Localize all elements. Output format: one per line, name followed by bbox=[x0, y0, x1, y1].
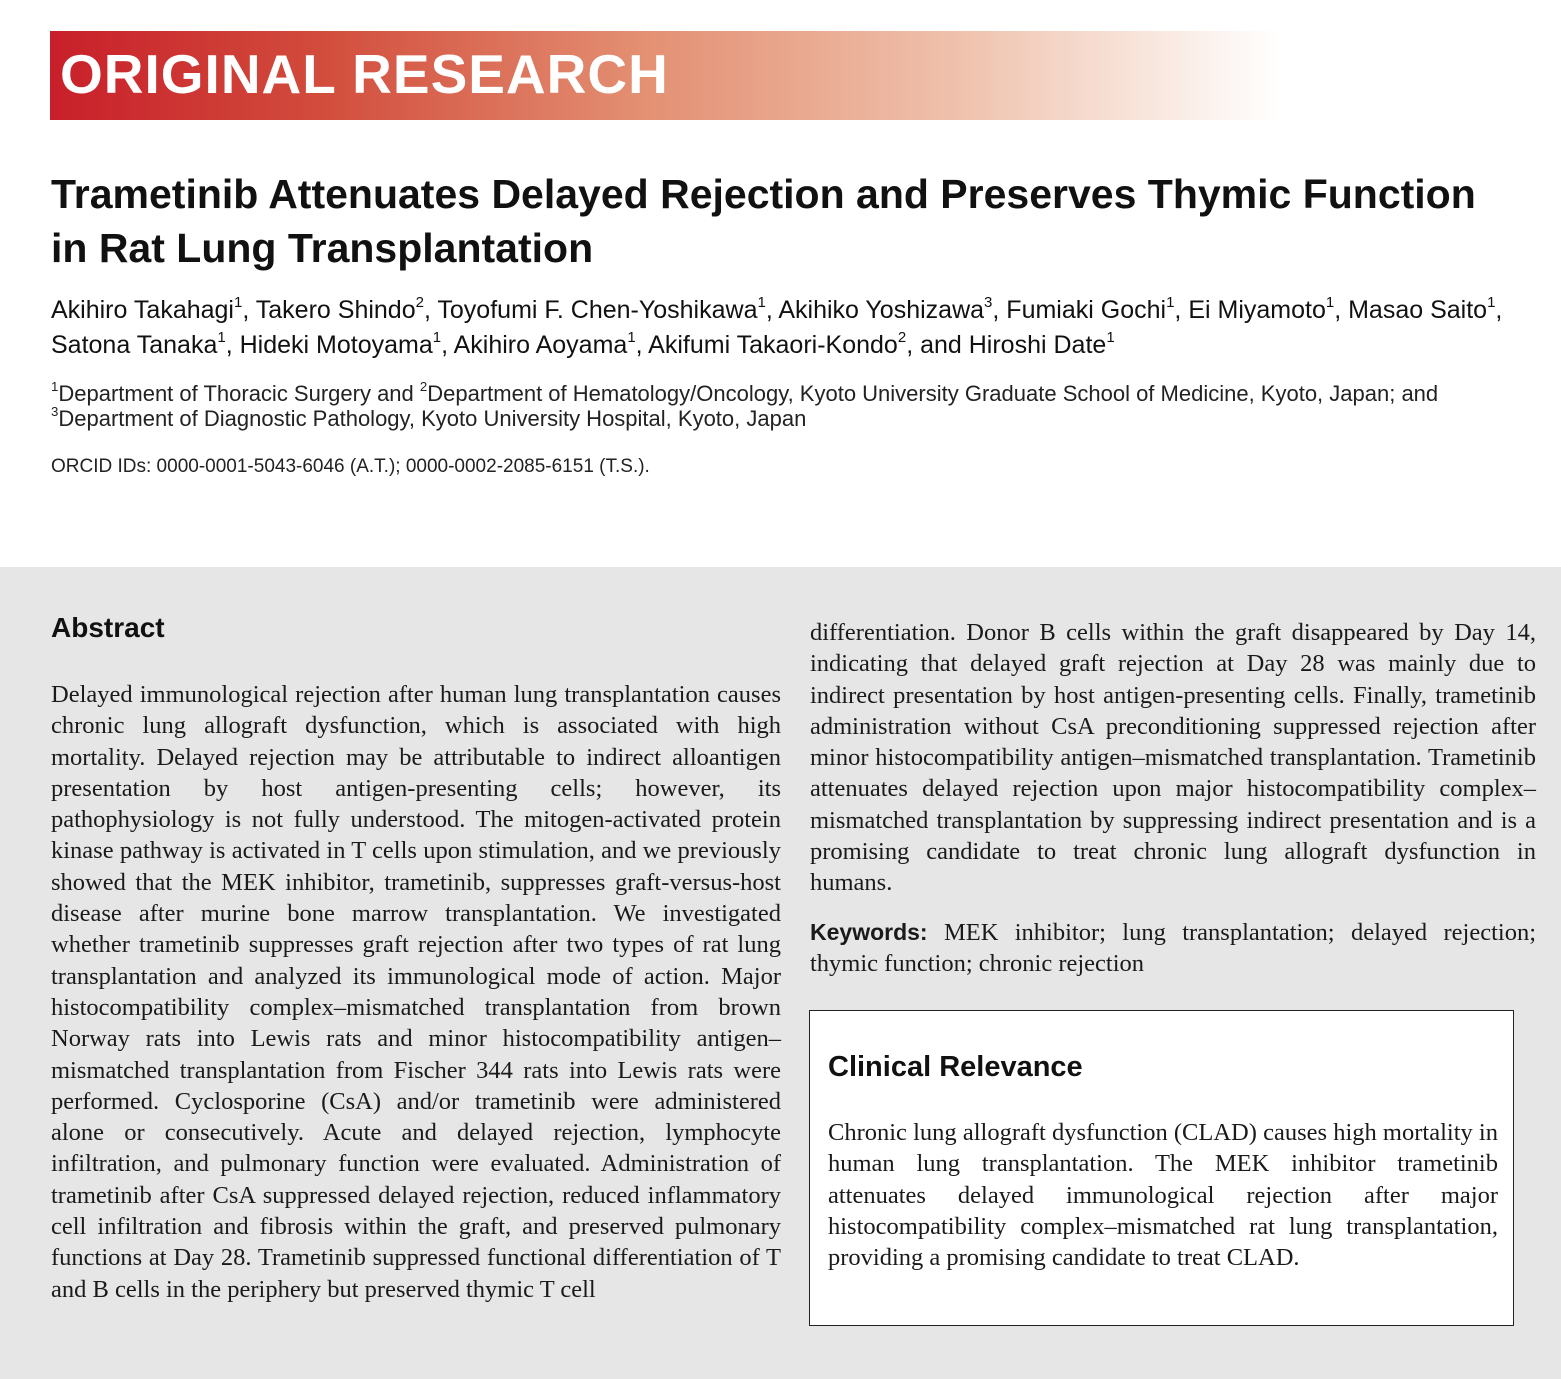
author-name: Takero Shindo bbox=[255, 296, 416, 324]
keywords bbox=[810, 917, 1536, 980]
author-separator: , bbox=[1495, 296, 1503, 324]
author-affiliation-marker: 1 bbox=[1166, 293, 1175, 311]
affiliation-text: Department of Diagnostic Pathology, Kyoto University Hospital, Kyoto, Japan bbox=[58, 406, 807, 431]
abstract-heading: Abstract bbox=[51, 612, 165, 643]
author-name: Masao Saito bbox=[1348, 296, 1488, 324]
author-separator: , bbox=[1334, 296, 1349, 324]
author-affiliation-marker: 1 bbox=[1106, 328, 1115, 346]
author-affiliation-marker: 1 bbox=[1325, 293, 1335, 311]
author-name: Hiroshi Date bbox=[968, 331, 1107, 359]
author-name: Akifumi Takaori-Kondo bbox=[648, 331, 898, 359]
author-affiliation-marker: 2 bbox=[897, 328, 907, 346]
orcid-ids: ORCID IDs: 0000-0001-5043-6046 (A.T.); 0000-0002-2085-6151 (T.S.). bbox=[51, 456, 650, 477]
author-separator: , and bbox=[906, 331, 969, 359]
author-name: Satona Tanaka bbox=[51, 331, 218, 359]
author-name: Ei Miyamoto bbox=[1188, 296, 1326, 324]
author-separator: , bbox=[423, 296, 438, 324]
author-name: Akihiko Yoshizawa bbox=[778, 296, 985, 324]
affiliation-marker: 3 bbox=[51, 404, 59, 420]
author-separator: , bbox=[765, 296, 779, 324]
author-separator: , bbox=[225, 331, 240, 359]
author-affiliation-marker: 1 bbox=[627, 328, 636, 346]
author-affiliation-marker: 1 bbox=[233, 293, 243, 311]
clinical-relevance-text: Chronic lung allograft dysfunction (CLAD) causes high mortality in human lung transplantation. The MEK inhibitor trametinib attenuates delayed immunological rejection after major histocompatibility complex–mismatched rat lung transplantation, providing a promising candidate to treat CLAD. bbox=[828, 1119, 1498, 1272]
author-name: Akihiro Takahagi bbox=[51, 296, 234, 324]
author-affiliation-marker: 1 bbox=[757, 293, 766, 311]
affiliation-text: Department of Thoracic Surgery and bbox=[58, 381, 420, 406]
affiliations bbox=[51, 381, 1531, 431]
clinical-relevance-box bbox=[809, 1010, 1514, 1326]
author-name: Fumiaki Gochi bbox=[1006, 296, 1167, 324]
author-name: Hideki Motoyama bbox=[239, 331, 433, 359]
author-affiliation-marker: 3 bbox=[984, 293, 993, 311]
author-name: Akihiro Aoyama bbox=[453, 331, 628, 359]
author-name: Toyofumi F. Chen-Yoshikawa bbox=[437, 296, 758, 324]
author-affiliation-marker: 1 bbox=[1487, 293, 1496, 311]
affiliation-text: Department of Hematology/Oncology, Kyoto University Graduate School of Medicine, Kyoto, Japan; and bbox=[427, 381, 1439, 406]
author-separator: , bbox=[441, 331, 454, 359]
abstract-text-left: Delayed immunological rejection after human lung transplantation causes chronic lung allograft dysfunction, which is associated with high mortality. Delayed rejection may be attributable to indirect alloantigen presentation by host antigen-presenting cells; however, its pathophysiology is not fully understood. The mitogen-activated protein kinase pathway is activated in T cells upon stimulation, and we previously showed that the MEK inhibitor, trametinib, suppresses graft-versus-host disease after murine bone marrow transplantation. We investigated whether trametinib suppresses graft rejection after two types of rat lung transplantation and analyzed its immunological mode of action. Major histocompatibility complex–mismatched transplantation from brown Norway rats into Lewis rats and minor histocompatibility antigen–mismatched transplantation from Fischer 344 rats into Lewis rats were performed. Cyclosporine (CsA) and/or trametinib were administered alone or consecutively. Acute and delayed rejection, lymphocyte infiltration, and pulmonary function were evaluated. Administration of trametinib after CsA suppressed delayed rejection, reduced inflammatory cell infiltration and fibrosis within the graft, and preserved pulmonary functions at Day 28. Trametinib suppressed functional differentiation of T and B cells in the periphery but preserved thymic T cell bbox=[51, 681, 781, 1303]
author-separator: , bbox=[992, 296, 1007, 324]
article-type-banner bbox=[50, 31, 1280, 120]
author-affiliation-marker: 1 bbox=[432, 328, 442, 346]
author-separator: , bbox=[242, 296, 256, 324]
author-affiliation-marker: 1 bbox=[217, 328, 226, 346]
author-separator: , bbox=[635, 331, 649, 359]
affiliation-marker: 2 bbox=[419, 379, 428, 395]
article-type-label: ORIGINAL RESEARCH bbox=[60, 43, 669, 105]
abstract-text-right: differentiation. Donor B cells within the graft disappeared by Day 14, indicating that delayed graft rejection at Day 28 was mainly due to indirect presentation by host antigen-presenting cells. Finally, trametinib administration without CsA preconditioning suppressed rejection after minor histocompatibility antigen–mismatched transplantation. Trametinib attenuates delayed rejection upon major histocompatibility complex–mismatched transplantation by suppressing indirect presentation and is a promising candidate to treat chronic lung allograft dysfunction in humans. bbox=[810, 619, 1536, 897]
keywords-label: Keywords: bbox=[810, 919, 928, 945]
keywords-text: MEK inhibitor; lung transplantation; delayed rejection; thymic function; chronic rejection bbox=[810, 919, 1536, 978]
clinical-relevance-heading: Clinical Relevance bbox=[828, 1051, 1083, 1083]
article-title: Trametinib Attenuates Delayed Rejection and Preserves Thymic Function in Rat Lung Transplantation bbox=[51, 171, 1476, 271]
affiliation-marker: 1 bbox=[51, 379, 59, 395]
author-affiliation-marker: 2 bbox=[415, 293, 424, 311]
author-separator: , bbox=[1174, 296, 1189, 324]
author-list bbox=[51, 293, 1551, 363]
